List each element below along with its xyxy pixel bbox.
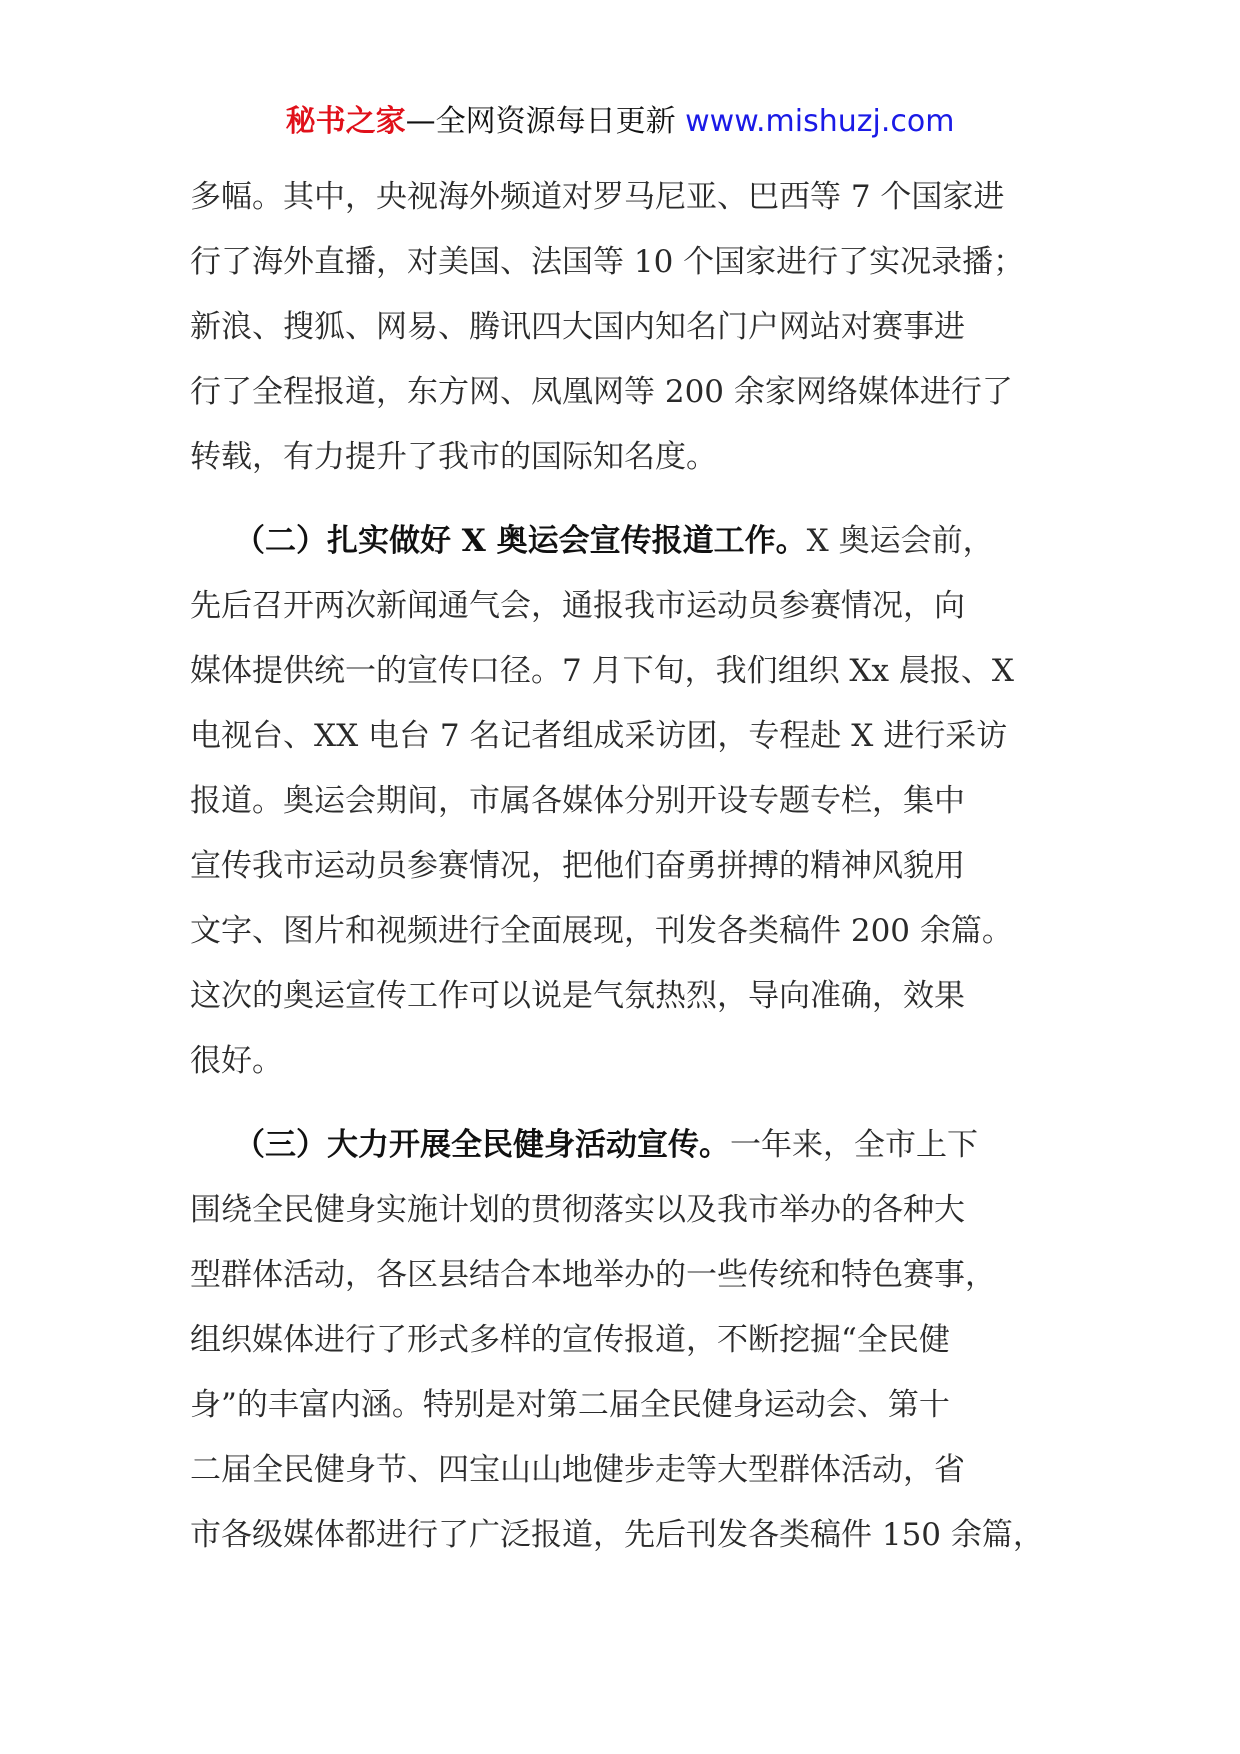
text-line: 转载，有力提升了我市的国际知名度。 [190,439,717,475]
header-tagline: —全网资源每日更新 [405,104,686,139]
text-line: 行了全程报道，东方网、凤凰网等 200 余家网络媒体进行了 [190,374,1013,410]
text-line: 组织媒体进行了形式多样的宣传报道，不断挖掘“全民健 [190,1322,950,1358]
text-line: 行了海外直播，对美国、法国等 10 个国家进行了实况录播； [190,244,1025,280]
text-line-first [190,509,1070,574]
first-line-text: X 奥运会前， [806,523,994,559]
text-line: 文字、图片和视频进行全面展现，刊发各类稿件 200 余篇。 [190,913,1013,949]
text-line: 围绕全民健身实施计划的贯彻落实以及我市举办的各种大 [190,1192,965,1228]
text-line: 很好。 [190,1043,283,1079]
document-body [190,165,1070,1568]
text-line: 多幅。其中，央视海外频道对罗马尼亚、巴西等 7 个国家进 [190,179,1005,215]
text-line: 媒体提供统一的宣传口径。7 月下旬，我们组织 Xx 晨报、X [190,653,1014,689]
section-heading: （二）扎实做好 X 奥运会宣传报道工作。 [234,523,807,559]
text-line: 先后召开两次新闻通气会，通报我市运动员参赛情况，向 [190,588,965,624]
text-line: 电视台、XX 电台 7 名记者组成采访团，专程赴 X 进行采访 [190,718,1008,754]
first-line-text: 一年来，全市上下 [730,1127,978,1163]
text-line: 这次的奥运宣传工作可以说是气氛热烈，导向准确，效果 [190,978,965,1014]
page-header [0,100,1240,144]
text-line: 宣传我市运动员参赛情况，把他们奋勇拼搏的精神风貌用 [190,848,965,884]
text-line: 报道。奥运会期间，市属各媒体分别开设专题专栏，集中 [190,783,965,819]
paragraph-3 [190,1113,1070,1568]
paragraph-1 [190,165,1070,490]
text-line: 新浪、搜狐、网易、腾讯四大国内知名门户网站对赛事进 [190,309,965,345]
text-line: 二届全民健身节、四宝山山地健步走等大型群体活动，省 [190,1452,965,1488]
text-line: 市各级媒体都进行了广泛报道，先后刊发各类稿件 150 余篇， [190,1517,1044,1553]
paragraph-2 [190,509,1070,1094]
text-line-first [190,1113,1070,1178]
text-line: 型群体活动，各区县结合本地举办的一些传统和特色赛事， [190,1257,996,1293]
header-url[interactable]: www.mishuzj.com [685,104,955,139]
section-heading: （三）大力开展全民健身活动宣传。 [234,1127,730,1163]
text-line: 身”的丰富内涵。特别是对第二届全民健身运动会、第十 [190,1387,950,1423]
header-brand: 秘书之家 [285,104,406,139]
